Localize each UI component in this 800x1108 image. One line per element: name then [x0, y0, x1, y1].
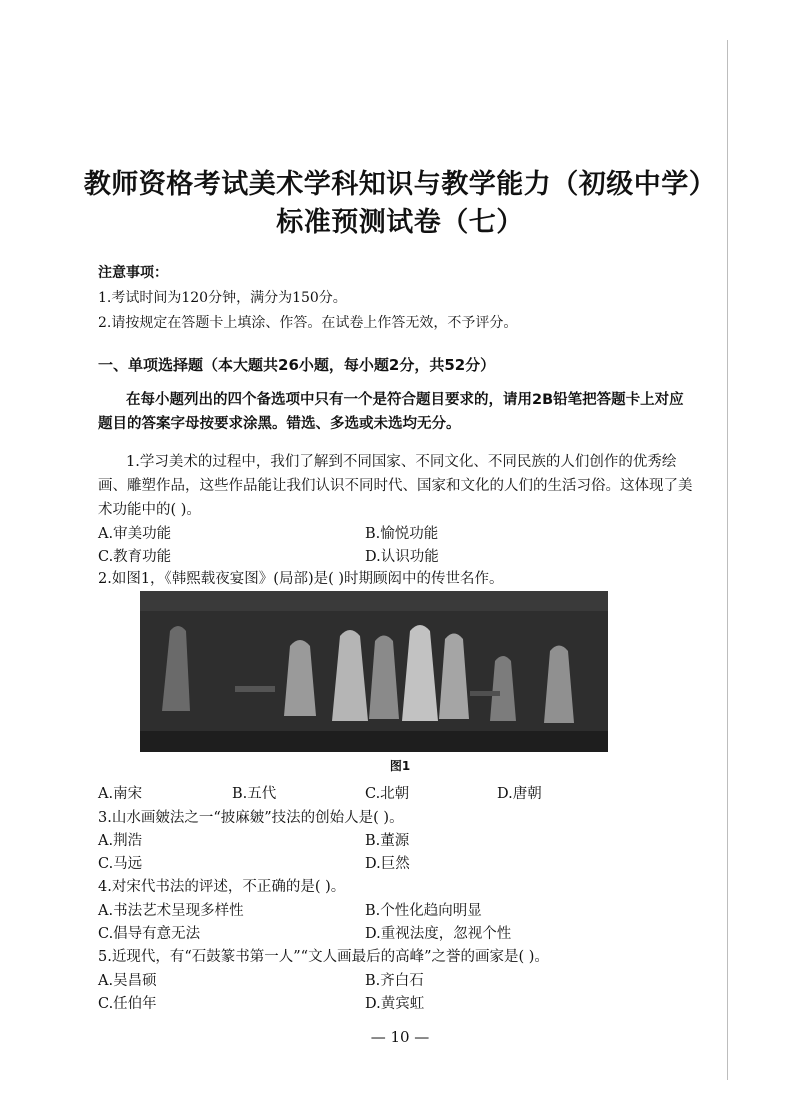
question-2-stem: 2.如图1，《韩熙载夜宴图》(局部)是( )时期顾闳中的传世名作。	[98, 571, 504, 587]
paper-title-line1: 教师资格考试美术学科知识与教学能力（初级中学）	[83, 169, 717, 200]
question-3-option-a: A.荆浩	[98, 833, 143, 849]
question-2-option-d: D.唐朝	[497, 786, 542, 802]
painting-image	[140, 591, 608, 752]
notes-heading: 注意事项：	[98, 265, 168, 281]
question-3-option-b: B.董源	[365, 833, 410, 849]
question-2-option-b: B.五代	[232, 786, 277, 802]
question-4-option-b: B.个性化趋向明显	[365, 903, 482, 919]
question-5-stem: 5.近现代，有“石鼓篆书第一人”“文人画最后的高峰”之誉的画家是( )。	[98, 949, 549, 965]
note-item: 2.请按规定在答题卡上填涂、作答。在试卷上作答无效，不予评分。	[98, 315, 518, 331]
question-4-stem: 4.对宋代书法的评述，不正确的是( )。	[98, 879, 346, 895]
question-5-option-b: B.齐白石	[365, 973, 424, 989]
question-4-option-c: C.倡导有意无法	[98, 926, 201, 942]
question-1-option-c: C.教育功能	[98, 549, 172, 565]
page-number: — 10 —	[370, 1028, 430, 1046]
question-4-option-d: D.重视法度，忽视个性	[365, 926, 512, 942]
question-2-option-a: A.南宋	[98, 786, 143, 802]
figure-night-revels-painting	[140, 591, 608, 752]
question-2-option-c: C.北朝	[365, 786, 410, 802]
question-1-option-a: A.审美功能	[98, 526, 172, 542]
section-description: 在每小题列出的四个备选项中只有一个是符合题目要求的，请用2B铅笔把答题卡上对应题目的答案字母按要求涂黑。错选、多选或未选均无分。	[98, 392, 684, 432]
question-1-stem: 1.学习美术的过程中，我们了解到不同国家、不同文化、不同民族的人们创作的优秀绘画、雕塑作品，这些作品能让我们认识不同时代、国家和文化的人们的生活习俗。这体现了美术功能中的( )。	[98, 454, 693, 518]
figure-caption: 图1	[389, 759, 411, 773]
question-1-option-d: D.认识功能	[365, 549, 439, 565]
question-3-option-c: C.马远	[98, 856, 143, 872]
question-5-option-d: D.黄宾虹	[365, 996, 425, 1012]
section-heading: 一、单项选择题（本大题共26小题，每小题2分，共52分）	[98, 356, 496, 374]
question-5-option-a: A.吴昌硕	[98, 973, 157, 989]
note-item: 1.考试时间为120分钟，满分为150分。	[98, 290, 347, 306]
paper-title-line2: 标准预测试卷（七）	[276, 207, 524, 238]
question-3-stem: 3.山水画皴法之一“披麻皴”技法的创始人是( )。	[98, 810, 404, 826]
question-4-option-a: A.书法艺术呈现多样性	[98, 903, 244, 919]
question-5-option-c: C.任伯年	[98, 996, 157, 1012]
question-1-option-b: B.愉悦功能	[365, 526, 439, 542]
question-3-option-d: D.巨然	[365, 856, 410, 872]
